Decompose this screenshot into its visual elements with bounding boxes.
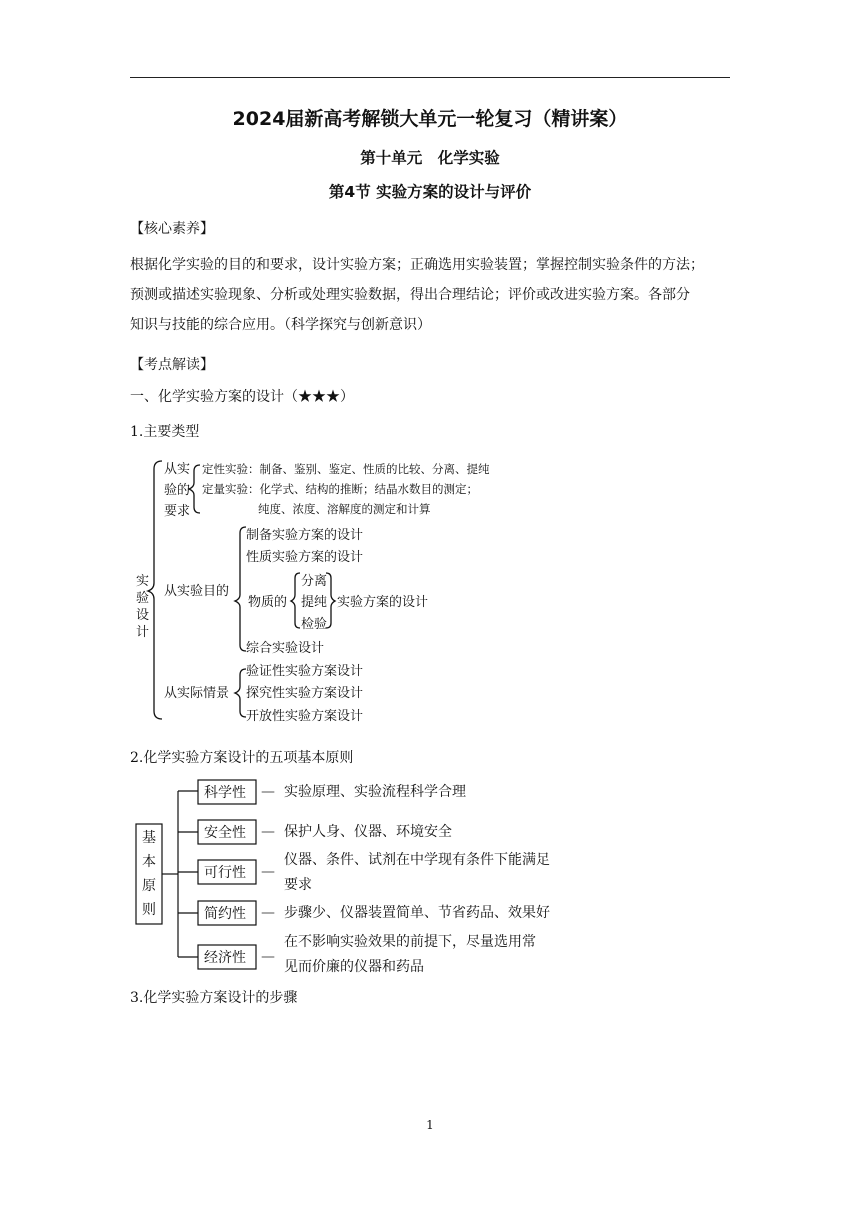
purpose-item: 制备实验方案的设计 [246, 528, 364, 543]
root-char: 验 [136, 591, 150, 606]
main-brace [148, 461, 162, 719]
dash: — [261, 949, 275, 965]
principle-desc: 仪器、条件、试剂在中学现有条件下能满足 [284, 852, 550, 868]
substance-op: 分离 [301, 574, 328, 589]
requirement-brace [189, 465, 200, 513]
principle-name: 经济性 [204, 950, 246, 966]
dash: — [261, 784, 275, 800]
qualitative-experiment: 定性实验：制备、鉴别、鉴定、性质的比较、分离、提纯 [202, 462, 490, 476]
dash: — [261, 824, 275, 840]
principle-desc: 实验原理、实验流程科学合理 [284, 784, 466, 800]
paragraph-line: 预测或描述实验现象、分析或处理实验数据，得出合理结论；评价或改进实验方案。各部分 [130, 287, 690, 303]
paragraph-line: 知识与技能的综合应用。（科学探究与创新意识） [130, 317, 431, 333]
substance-op: 提纯 [301, 595, 328, 610]
item-one-heading: 1.主要类型 [130, 424, 200, 440]
situation-label: 从实际情景 [164, 686, 230, 701]
principles-diagram [130, 774, 610, 980]
dash: — [261, 864, 275, 880]
paragraph-line: 根据化学实验的目的和要求，设计实验方案；正确选用实验装置；掌握控制实验条件的方法； [130, 257, 704, 273]
principle-desc: 要求 [284, 877, 312, 893]
principle-name: 简约性 [204, 906, 246, 922]
requirement-label: 验的 [164, 483, 191, 498]
principle-name: 安全性 [204, 825, 246, 841]
document-title: 2024届新高考解锁大单元一轮复习（精讲案） [232, 108, 628, 130]
purpose-brace [235, 527, 246, 651]
header-rule [130, 77, 730, 78]
quantitative-experiment-cont: 纯度、浓度、溶解度的测定和计算 [258, 502, 431, 516]
exam-points-heading: 【考点解读】 [130, 357, 214, 373]
root-char: 计 [136, 625, 150, 640]
part-one-heading: 一、化学实验方案的设计（★★★） [130, 389, 354, 405]
dash: — [261, 905, 275, 921]
root-char: 原 [142, 878, 156, 894]
quantitative-experiment: 定量实验：化学式、结构的推断；结晶水数目的测定； [202, 482, 478, 496]
purpose-label: 从实验目的 [164, 584, 230, 599]
principle-name: 科学性 [204, 785, 246, 801]
substance-closing-brace [326, 573, 335, 628]
substance-suffix: 实验方案的设计 [337, 595, 429, 610]
root-char: 设 [136, 608, 150, 623]
section-title: 第4节 实验方案的设计与评价 [328, 183, 532, 201]
principle-name: 可行性 [204, 865, 246, 881]
root-char: 本 [142, 854, 156, 870]
root-char: 则 [142, 902, 156, 918]
situation-brace [235, 669, 246, 717]
requirement-label: 从实 [164, 462, 191, 477]
item-two-heading: 2.化学实验方案设计的五项基本原则 [130, 750, 354, 766]
root-char: 实 [136, 574, 150, 589]
principle-desc: 保护人身、仪器、环境安全 [284, 824, 452, 840]
purpose-item: 综合实验设计 [246, 641, 325, 656]
core-literacy-heading: 【核心素养】 [130, 221, 214, 237]
core-literacy-paragraph [130, 250, 730, 340]
requirement-label: 要求 [164, 504, 191, 519]
situation-item: 探究性实验方案设计 [246, 686, 364, 701]
situation-item: 开放性实验方案设计 [246, 709, 364, 724]
substance-label: 物质的 [248, 595, 288, 610]
unit-title: 第十单元 化学实验 [360, 149, 500, 167]
principle-desc: 在不影响实验效果的前提下，尽量选用常 [284, 934, 536, 950]
experiment-types-diagram [130, 455, 510, 740]
substance-brace [291, 573, 300, 628]
root-char: 基 [142, 830, 156, 846]
purpose-item: 性质实验方案的设计 [246, 550, 364, 565]
principle-desc: 步骤少、仪器装置简单、节省药品、效果好 [284, 905, 550, 921]
page-number: 1 [426, 1118, 434, 1132]
situation-item: 验证性实验方案设计 [246, 664, 364, 679]
principle-desc: 见而价廉的仪器和药品 [284, 959, 424, 975]
item-three-heading: 3.化学实验方案设计的步骤 [130, 990, 298, 1006]
substance-op: 检验 [301, 617, 328, 632]
